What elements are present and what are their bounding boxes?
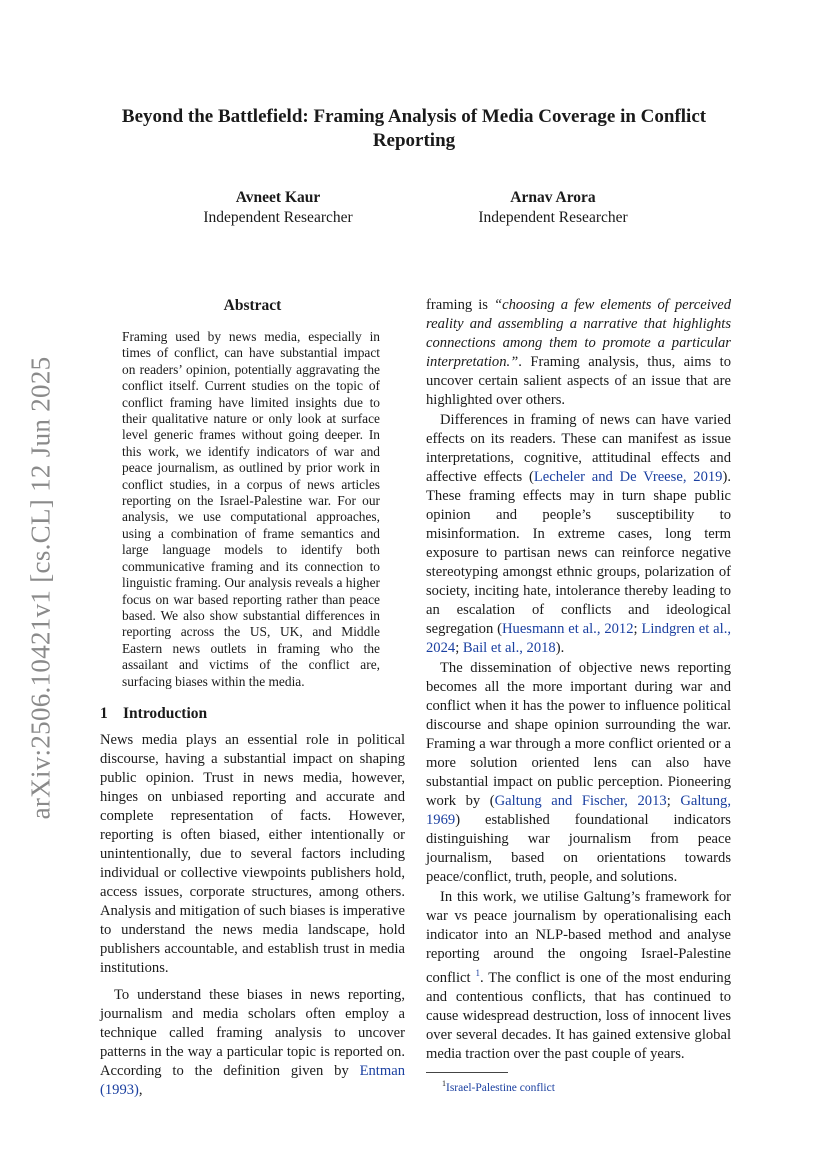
author-name: Avneet Kaur xyxy=(235,189,321,206)
paragraph-text: Differences in framing of news can have varied effects on its readers. These can manifest as issue interpretations, cognitive, attitudinal effects and affective effects ( xyxy=(426,412,731,485)
abstract-body: Framing used by news media, especially in times of conflict, can have substantial impact on readers’ opinion, potentially aggravating the conflict itself. Current studies on the topic of conflict framing have limited insights due to their qualitative nature or only look at surface level generic frames without going deeper. In this work, we identify indicators of war and peace journalism, as outlined by prior work in conflict studies, in a corpus of news articles reporting on the Israel-Palestine war. For our analysis, we use computational approaches, using a combination of frame semantics and large language models to identify both communicative framing and its connection to linguistic framing. Our analysis reveals a higher focus on war based reporting rather than peace based. We also show substantial differences in reporting across the US, UK, and Middle Eastern news outlets in framing who the assailant and victims of the conflict are, surfacing biases within the media. xyxy=(122,329,380,689)
citation-link[interactable]: Galtung and Fischer, 2013 xyxy=(494,793,667,809)
author-block-1 xyxy=(148,188,408,228)
paragraph-text: In this work, we utilise Galtung’s framework for war vs peace journalism by operationalising each indicator into an NLP-based method and analyse reporting around the ongoing Israel-Palestine conflict xyxy=(426,889,731,986)
citation-link[interactable]: Entman (1993) xyxy=(100,1062,405,1098)
right-column xyxy=(426,296,731,1095)
paragraph-text: . The conflict is one of the most enduring and contentious conflicts, that has continued to cause widespread destruction, loss of innocent lives over several decades. It has gained extensive global media traction over the past couple of years. xyxy=(426,969,731,1062)
arxiv-identifier-stamp xyxy=(23,345,59,831)
this-work-paragraph xyxy=(426,888,731,1064)
paragraph-text: ; xyxy=(666,793,681,809)
paragraph-text: The dissemination of objective news reporting becomes all the more important during war and conflict when it has the power to influence political discourse and shape opinion surrounding the war. Framing a war through a more conflict oriented or a more solution oriented lens can also have substantial impact on public perception. Pioneering work by ( xyxy=(426,660,731,809)
footnote-number: 1 xyxy=(442,1078,446,1088)
arxiv-identifier-text: arXiv:2506.10421v1 [cs.CL] 12 Jun 2025 xyxy=(25,356,56,820)
footnote-link[interactable]: Israel-Palestine conflict xyxy=(446,1081,555,1094)
framing-effects-paragraph xyxy=(426,411,731,658)
citation-link[interactable]: Lindgren et al., 2024 xyxy=(426,621,731,656)
section-heading-introduction xyxy=(100,704,405,723)
footnote-marker[interactable]: 1 xyxy=(475,968,480,978)
footnote xyxy=(426,1077,731,1095)
objective-reporting-paragraph xyxy=(426,659,731,887)
paragraph-text: ). xyxy=(555,640,565,656)
paragraph-text: To understand these biases in news reporting, journalism and media scholars often employ a technique called framing analysis to uncover patterns in the way a particular topic is reported on. According to the definition given by xyxy=(100,986,405,1079)
paragraph-text: . Framing analysis, thus, aims to uncover certain salient aspects of an issue that are highlighted over others. xyxy=(426,354,731,408)
author-affiliation: Independent Researcher xyxy=(478,209,628,226)
paragraph-text: ; xyxy=(455,640,463,656)
citation-link[interactable]: Bail et al., 2018 xyxy=(462,640,556,656)
section-number: 1 xyxy=(100,704,108,722)
author-name: Arnav Arora xyxy=(510,189,596,206)
citation-link[interactable]: Lecheler and De Vreese, 2019 xyxy=(533,469,723,485)
left-column xyxy=(100,296,405,1100)
abstract-heading: Abstract xyxy=(223,297,282,314)
intro-paragraph-1: News media plays an essential role in political discourse, having a substantial impact on shaping public opinion. Trust in news media, however, hinges on unbiased reporting and accurate and complete representation of facts. However, reporting is often biased, either intentionally or unintentionally, due to several factors including individual or collective viewpoints publishers hold, access issues, corporate structures, among others. Analysis and mitigation of such biases is imperative to understand the news media landscape, hold publishers accountable, and establish trust in media institutions. xyxy=(100,731,405,976)
section-title: Introduction xyxy=(123,704,208,722)
paragraph-text: ; xyxy=(633,621,642,637)
entman-quote: “choosing a few elements of perceived reality and assembling a narrative that highlights connections among them to promote a particular interpretation.” xyxy=(426,297,731,370)
paragraph-text: ) established foundational indicators distinguishing war journalism from peace journalism, based on orientations towards peace/conflict, truth, people, and solutions. xyxy=(426,812,731,885)
author-affiliation: Independent Researcher xyxy=(203,209,353,226)
intro-paragraph-2 xyxy=(100,986,405,1100)
author-block-2 xyxy=(423,188,683,228)
framing-definition-paragraph xyxy=(426,296,731,410)
paragraph-text: framing is xyxy=(426,297,494,313)
citation-link[interactable]: Galtung, 1969 xyxy=(426,793,731,828)
paper-title: Beyond the Battlefield: Framing Analysis of Media Coverage in Conflict Reporting xyxy=(121,106,707,151)
citation-link[interactable]: Huesmann et al., 2012 xyxy=(501,621,634,637)
paragraph-text: ). These framing effects may in turn shape public opinion and people’s susceptibility to misinformation. In extreme cases, long term exposure to partisan news can reinforce negative stereotyping amongst ethnic groups, polarization of society, inciting hate, intolerance thereby leading to an escalation of conflicts and ideological segregation ( xyxy=(426,469,731,637)
paragraph-text: , xyxy=(138,1081,143,1098)
footnote-divider xyxy=(426,1072,508,1073)
